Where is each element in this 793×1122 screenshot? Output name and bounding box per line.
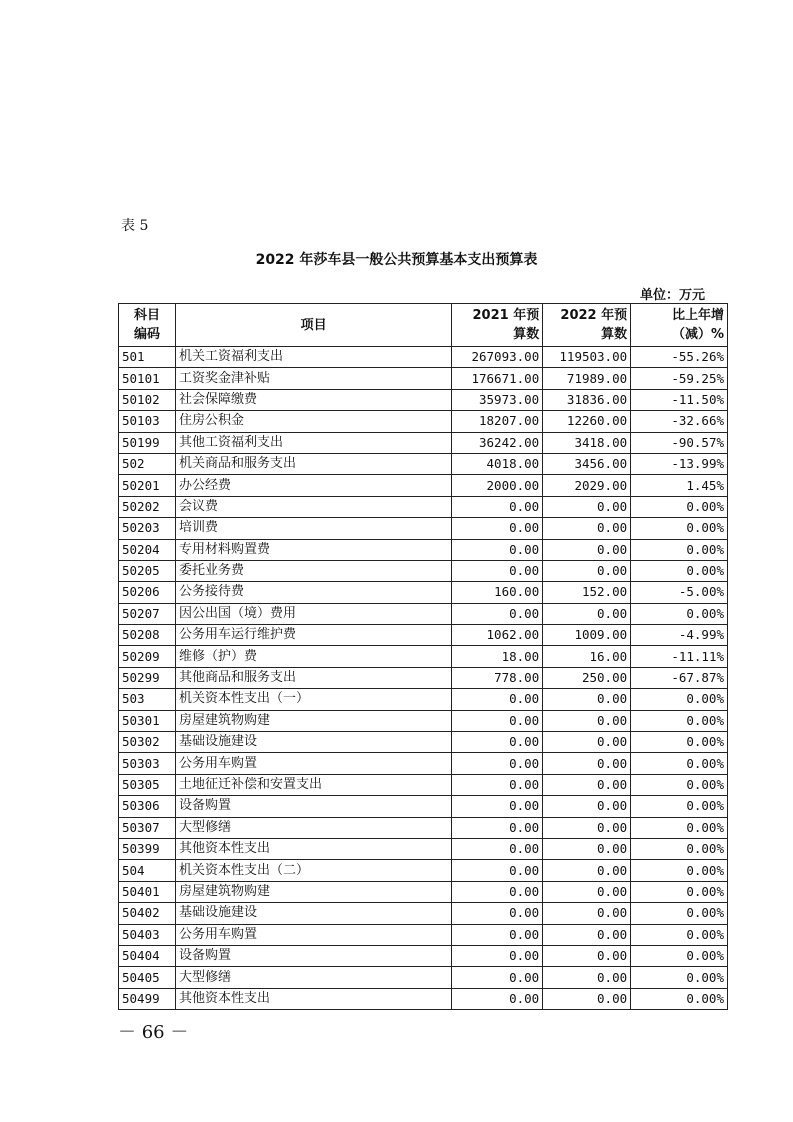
cell-code: 50303 bbox=[119, 753, 176, 774]
cell-2022: 0.00 bbox=[543, 539, 631, 560]
cell-code: 50306 bbox=[119, 796, 176, 817]
cell-change: 0.00% bbox=[631, 774, 728, 795]
cell-2022: 0.00 bbox=[543, 753, 631, 774]
cell-2021: 0.00 bbox=[452, 817, 543, 838]
table-row bbox=[119, 689, 728, 710]
cell-change: 0.00% bbox=[631, 817, 728, 838]
cell-2022: 1009.00 bbox=[543, 625, 631, 646]
cell-code: 50207 bbox=[119, 603, 176, 624]
cell-change: 0.00% bbox=[631, 945, 728, 966]
cell-change: 0.00% bbox=[631, 732, 728, 753]
cell-2022: 16.00 bbox=[543, 646, 631, 667]
table-row bbox=[119, 560, 728, 581]
table-row bbox=[119, 817, 728, 838]
cell-2021: 36242.00 bbox=[452, 432, 543, 453]
cell-2022: 0.00 bbox=[543, 603, 631, 624]
cell-item: 公务用车购置 bbox=[175, 753, 451, 774]
cell-code: 50302 bbox=[119, 732, 176, 753]
cell-change: 0.00% bbox=[631, 710, 728, 731]
table-row bbox=[119, 432, 728, 453]
table-row bbox=[119, 453, 728, 474]
cell-2021: 0.00 bbox=[452, 774, 543, 795]
cell-2022: 0.00 bbox=[543, 967, 631, 988]
cell-item: 培训费 bbox=[175, 518, 451, 539]
cell-code: 501 bbox=[119, 347, 176, 368]
cell-change: 0.00% bbox=[631, 796, 728, 817]
cell-code: 50102 bbox=[119, 389, 176, 410]
cell-2022: 0.00 bbox=[543, 560, 631, 581]
cell-change: 0.00% bbox=[631, 903, 728, 924]
table-row bbox=[119, 603, 728, 624]
cell-2021: 18.00 bbox=[452, 646, 543, 667]
cell-2022: 31836.00 bbox=[543, 389, 631, 410]
cell-code: 50101 bbox=[119, 368, 176, 389]
cell-2021: 0.00 bbox=[452, 732, 543, 753]
cell-2021: 4018.00 bbox=[452, 453, 543, 474]
table-row bbox=[119, 646, 728, 667]
header-item: 项目 bbox=[175, 304, 451, 347]
table-row bbox=[119, 753, 728, 774]
cell-change: -55.26% bbox=[631, 347, 728, 368]
cell-2021: 176671.00 bbox=[452, 368, 543, 389]
cell-code: 50399 bbox=[119, 838, 176, 859]
cell-change: 0.00% bbox=[631, 988, 728, 1009]
cell-item: 大型修缮 bbox=[175, 967, 451, 988]
cell-item: 其他工资福利支出 bbox=[175, 432, 451, 453]
table-row bbox=[119, 903, 728, 924]
table-row bbox=[119, 774, 728, 795]
cell-2022: 0.00 bbox=[543, 860, 631, 881]
table-row bbox=[119, 860, 728, 881]
cell-code: 50103 bbox=[119, 411, 176, 432]
cell-change: 0.00% bbox=[631, 496, 728, 517]
cell-change: -13.99% bbox=[631, 453, 728, 474]
cell-code: 50307 bbox=[119, 817, 176, 838]
cell-2021: 0.00 bbox=[452, 967, 543, 988]
table-row bbox=[119, 710, 728, 731]
cell-item: 委托业务费 bbox=[175, 560, 451, 581]
cell-change: 0.00% bbox=[631, 838, 728, 859]
cell-change: -11.11% bbox=[631, 646, 728, 667]
table-row bbox=[119, 924, 728, 945]
cell-2022: 0.00 bbox=[543, 924, 631, 945]
cell-change: -4.99% bbox=[631, 625, 728, 646]
cell-item: 房屋建筑物购建 bbox=[175, 881, 451, 902]
cell-2021: 0.00 bbox=[452, 903, 543, 924]
table-row bbox=[119, 732, 728, 753]
table-row bbox=[119, 967, 728, 988]
table-header-row bbox=[119, 304, 728, 347]
cell-2022: 0.00 bbox=[543, 796, 631, 817]
cell-2021: 160.00 bbox=[452, 582, 543, 603]
cell-2021: 0.00 bbox=[452, 881, 543, 902]
cell-2021: 1062.00 bbox=[452, 625, 543, 646]
table-label: 表 5 bbox=[121, 218, 149, 234]
cell-2022: 0.00 bbox=[543, 988, 631, 1009]
cell-2022: 0.00 bbox=[543, 710, 631, 731]
header-change: 比上年增 （减）% bbox=[631, 304, 728, 347]
cell-code: 50305 bbox=[119, 774, 176, 795]
cell-item: 公务用车购置 bbox=[175, 924, 451, 945]
cell-2021: 0.00 bbox=[452, 838, 543, 859]
table-row bbox=[119, 881, 728, 902]
cell-item: 其他资本性支出 bbox=[175, 838, 451, 859]
cell-2021: 0.00 bbox=[452, 860, 543, 881]
cell-change: 0.00% bbox=[631, 860, 728, 881]
cell-change: 0.00% bbox=[631, 539, 728, 560]
cell-2021: 18207.00 bbox=[452, 411, 543, 432]
cell-2022: 0.00 bbox=[543, 881, 631, 902]
cell-2022: 0.00 bbox=[543, 838, 631, 859]
cell-2022: 250.00 bbox=[543, 667, 631, 688]
cell-2022: 0.00 bbox=[543, 496, 631, 517]
cell-2022: 0.00 bbox=[543, 817, 631, 838]
cell-item: 基础设施建设 bbox=[175, 903, 451, 924]
table-row bbox=[119, 518, 728, 539]
cell-2022: 0.00 bbox=[543, 774, 631, 795]
header-2021: 2021 年预 算数 bbox=[452, 304, 543, 347]
cell-2021: 267093.00 bbox=[452, 347, 543, 368]
cell-code: 50202 bbox=[119, 496, 176, 517]
cell-2022: 0.00 bbox=[543, 903, 631, 924]
cell-item: 其他资本性支出 bbox=[175, 988, 451, 1009]
cell-code: 50403 bbox=[119, 924, 176, 945]
budget-table bbox=[118, 303, 728, 1010]
cell-code: 50404 bbox=[119, 945, 176, 966]
cell-change: 0.00% bbox=[631, 689, 728, 710]
cell-2022: 0.00 bbox=[543, 518, 631, 539]
cell-2021: 0.00 bbox=[452, 560, 543, 581]
cell-code: 50499 bbox=[119, 988, 176, 1009]
cell-change: -67.87% bbox=[631, 667, 728, 688]
cell-2022: 0.00 bbox=[543, 945, 631, 966]
cell-code: 50205 bbox=[119, 560, 176, 581]
cell-item: 公务用车运行维护费 bbox=[175, 625, 451, 646]
table-row bbox=[119, 539, 728, 560]
cell-2021: 0.00 bbox=[452, 710, 543, 731]
cell-item: 机关工资福利支出 bbox=[175, 347, 451, 368]
cell-2021: 0.00 bbox=[452, 753, 543, 774]
cell-code: 50299 bbox=[119, 667, 176, 688]
table-row bbox=[119, 389, 728, 410]
cell-2022: 0.00 bbox=[543, 689, 631, 710]
cell-item: 机关商品和服务支出 bbox=[175, 453, 451, 474]
cell-item: 因公出国（境）费用 bbox=[175, 603, 451, 624]
cell-2021: 0.00 bbox=[452, 796, 543, 817]
unit-label: 单位：万元 bbox=[639, 288, 705, 303]
cell-2022: 152.00 bbox=[543, 582, 631, 603]
cell-item: 其他商品和服务支出 bbox=[175, 667, 451, 688]
table-row bbox=[119, 625, 728, 646]
table-row bbox=[119, 838, 728, 859]
cell-change: 0.00% bbox=[631, 924, 728, 945]
cell-item: 设备购置 bbox=[175, 796, 451, 817]
header-code: 科目 编码 bbox=[119, 304, 176, 347]
cell-item: 工资奖金津补贴 bbox=[175, 368, 451, 389]
cell-code: 50206 bbox=[119, 582, 176, 603]
cell-code: 50203 bbox=[119, 518, 176, 539]
table-row bbox=[119, 796, 728, 817]
cell-2022: 2029.00 bbox=[543, 475, 631, 496]
cell-item: 社会保障缴费 bbox=[175, 389, 451, 410]
cell-change: 1.45% bbox=[631, 475, 728, 496]
cell-2022: 119503.00 bbox=[543, 347, 631, 368]
cell-2022: 12260.00 bbox=[543, 411, 631, 432]
cell-2022: 3456.00 bbox=[543, 453, 631, 474]
cell-item: 专用材料购置费 bbox=[175, 539, 451, 560]
cell-item: 房屋建筑物购建 bbox=[175, 710, 451, 731]
cell-2021: 0.00 bbox=[452, 924, 543, 945]
cell-change: -11.50% bbox=[631, 389, 728, 410]
table-row bbox=[119, 368, 728, 389]
cell-2021: 0.00 bbox=[452, 518, 543, 539]
table-row bbox=[119, 667, 728, 688]
cell-change: 0.00% bbox=[631, 603, 728, 624]
cell-change: -90.57% bbox=[631, 432, 728, 453]
cell-code: 50405 bbox=[119, 967, 176, 988]
cell-code: 50208 bbox=[119, 625, 176, 646]
cell-change: -5.00% bbox=[631, 582, 728, 603]
cell-2021: 0.00 bbox=[452, 496, 543, 517]
cell-item: 住房公积金 bbox=[175, 411, 451, 432]
cell-2021: 778.00 bbox=[452, 667, 543, 688]
cell-change: 0.00% bbox=[631, 753, 728, 774]
cell-2022: 71989.00 bbox=[543, 368, 631, 389]
cell-code: 50301 bbox=[119, 710, 176, 731]
cell-change: 0.00% bbox=[631, 881, 728, 902]
cell-2021: 0.00 bbox=[452, 945, 543, 966]
table-row bbox=[119, 988, 728, 1009]
table-row bbox=[119, 582, 728, 603]
header-2022: 2022 年预 算数 bbox=[543, 304, 631, 347]
table-row bbox=[119, 347, 728, 368]
cell-code: 50199 bbox=[119, 432, 176, 453]
cell-item: 设备购置 bbox=[175, 945, 451, 966]
cell-code: 503 bbox=[119, 689, 176, 710]
cell-2021: 35973.00 bbox=[452, 389, 543, 410]
cell-code: 50401 bbox=[119, 881, 176, 902]
cell-item: 办公经费 bbox=[175, 475, 451, 496]
cell-item: 基础设施建设 bbox=[175, 732, 451, 753]
cell-code: 50402 bbox=[119, 903, 176, 924]
cell-code: 50201 bbox=[119, 475, 176, 496]
cell-2021: 0.00 bbox=[452, 603, 543, 624]
cell-item: 维修（护）费 bbox=[175, 646, 451, 667]
cell-code: 50209 bbox=[119, 646, 176, 667]
cell-change: -32.66% bbox=[631, 411, 728, 432]
cell-code: 50204 bbox=[119, 539, 176, 560]
cell-item: 会议费 bbox=[175, 496, 451, 517]
cell-2021: 0.00 bbox=[452, 689, 543, 710]
cell-change: -59.25% bbox=[631, 368, 728, 389]
cell-code: 502 bbox=[119, 453, 176, 474]
page-number: － 66 － bbox=[118, 1022, 189, 1043]
cell-2021: 2000.00 bbox=[452, 475, 543, 496]
table-row bbox=[119, 411, 728, 432]
cell-item: 公务接待费 bbox=[175, 582, 451, 603]
cell-2021: 0.00 bbox=[452, 988, 543, 1009]
table-row bbox=[119, 475, 728, 496]
cell-item: 大型修缮 bbox=[175, 817, 451, 838]
cell-change: 0.00% bbox=[631, 967, 728, 988]
cell-2022: 3418.00 bbox=[543, 432, 631, 453]
cell-change: 0.00% bbox=[631, 560, 728, 581]
table-row bbox=[119, 945, 728, 966]
cell-item: 机关资本性支出（一） bbox=[175, 689, 451, 710]
cell-code: 504 bbox=[119, 860, 176, 881]
table-row bbox=[119, 496, 728, 517]
cell-2021: 0.00 bbox=[452, 539, 543, 560]
page-title: 2022 年莎车县一般公共预算基本支出预算表 bbox=[255, 252, 538, 268]
cell-change: 0.00% bbox=[631, 518, 728, 539]
cell-item: 土地征迁补偿和安置支出 bbox=[175, 774, 451, 795]
cell-2022: 0.00 bbox=[543, 732, 631, 753]
cell-item: 机关资本性支出（二） bbox=[175, 860, 451, 881]
